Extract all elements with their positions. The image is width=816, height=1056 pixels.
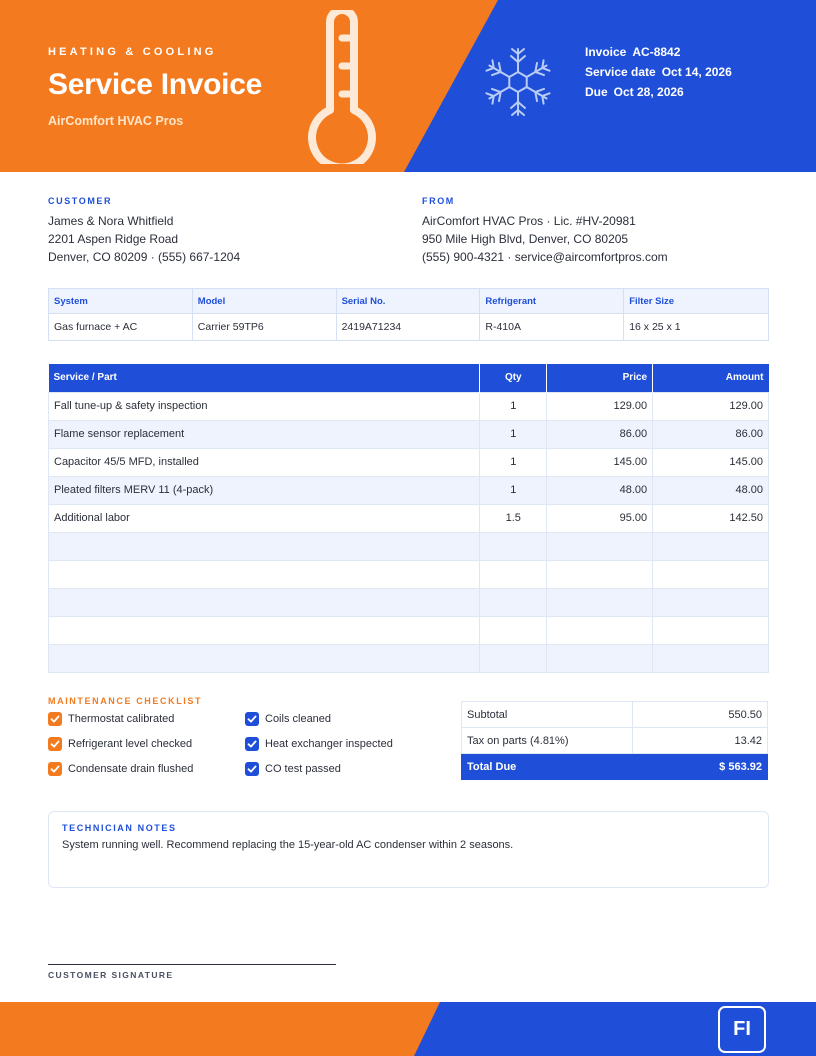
invoice-number: Invoice AC-8842 <box>585 45 681 59</box>
item-qty <box>480 532 547 560</box>
item-price <box>547 644 653 672</box>
table-row <box>49 392 769 420</box>
checklist-item-label: CO test passed <box>265 763 341 775</box>
refrigerant-header: Refrigerant <box>480 289 624 314</box>
filter-value: 16 x 25 x 1 <box>624 314 769 341</box>
item-description: Additional labor <box>49 504 480 532</box>
table-row <box>49 588 769 616</box>
subtotal-value: 550.50 <box>633 702 768 728</box>
item-amount: 86.00 <box>653 420 769 448</box>
model-value: Carrier 59TP6 <box>192 314 336 341</box>
item-price: 95.00 <box>547 504 653 532</box>
item-price: 48.00 <box>547 476 653 504</box>
item-price <box>547 560 653 588</box>
serial-value: 2419A71234 <box>336 314 480 341</box>
checkbox-checked-icon[interactable] <box>245 712 259 726</box>
item-price: 145.00 <box>547 448 653 476</box>
item-amount <box>653 588 769 616</box>
system-header-row <box>49 289 769 314</box>
header-eyebrow: HEATING & COOLING <box>48 46 217 58</box>
total-due-row <box>462 754 768 780</box>
item-qty <box>480 616 547 644</box>
line-items-table <box>48 364 769 673</box>
maintenance-checklist <box>48 696 438 792</box>
checkbox-checked-icon[interactable] <box>245 737 259 751</box>
snowflake-icon <box>481 45 555 119</box>
item-description: Fall tune-up & safety inspection <box>49 392 480 420</box>
table-row <box>49 616 769 644</box>
checklist-item[interactable] <box>245 762 341 776</box>
item-amount <box>653 560 769 588</box>
checkbox-checked-icon[interactable] <box>48 712 62 726</box>
notes-label: TECHNICIAN NOTES <box>62 823 177 833</box>
item-amount: 48.00 <box>653 476 769 504</box>
item-amount <box>653 532 769 560</box>
serial-header: Serial No. <box>336 289 480 314</box>
checklist-label: MAINTENANCE CHECKLIST <box>48 696 203 706</box>
tax-row <box>462 728 768 754</box>
footer-badge: FI <box>718 1006 766 1053</box>
footer-band <box>0 1002 816 1056</box>
system-value-row <box>49 314 769 341</box>
item-price <box>547 532 653 560</box>
table-row <box>49 448 769 476</box>
items-body <box>49 392 769 672</box>
item-amount <box>653 616 769 644</box>
checklist-item-label: Refrigerant level checked <box>68 738 193 750</box>
qty-header: Qty <box>480 364 547 392</box>
tax-label: Tax on parts (4.81%) <box>462 728 633 754</box>
item-qty <box>480 560 547 588</box>
item-description <box>49 644 480 672</box>
checklist-item-label: Coils cleaned <box>265 713 332 725</box>
checklist-item-label: Thermostat calibrated <box>68 713 175 725</box>
item-amount: 145.00 <box>653 448 769 476</box>
system-header: System <box>49 289 193 314</box>
table-row <box>49 532 769 560</box>
checklist-item-label: Heat exchanger inspected <box>265 738 393 750</box>
item-description: Pleated filters MERV 11 (4-pack) <box>49 476 480 504</box>
item-qty: 1 <box>480 392 547 420</box>
item-price <box>547 588 653 616</box>
filter-header: Filter Size <box>624 289 769 314</box>
checklist-item-label: Condensate drain flushed <box>68 763 194 775</box>
tax-value: 13.42 <box>633 728 768 754</box>
from-block <box>422 196 668 266</box>
company-name: AirComfort HVAC Pros <box>48 114 184 128</box>
item-price: 129.00 <box>547 392 653 420</box>
item-qty: 1 <box>480 420 547 448</box>
model-header: Model <box>192 289 336 314</box>
system-value: Gas furnace + AC <box>49 314 193 341</box>
item-description <box>49 616 480 644</box>
checklist-item[interactable] <box>245 712 331 726</box>
notes-text: System running well. Recommend replacing the 15-year-old AC condenser within 2 seasons. <box>62 839 514 851</box>
invoice-meta <box>585 42 732 102</box>
total-due-label: Total Due <box>462 754 633 780</box>
invoice-header <box>0 0 816 172</box>
item-amount: 129.00 <box>653 392 769 420</box>
checklist-item[interactable] <box>48 762 193 776</box>
item-qty <box>480 644 547 672</box>
refrigerant-value: R-410A <box>480 314 624 341</box>
due-date: Due Oct 28, 2026 <box>585 85 684 99</box>
page-title: Service Invoice <box>48 68 262 101</box>
item-qty: 1.5 <box>480 504 547 532</box>
checkbox-checked-icon[interactable] <box>245 762 259 776</box>
signature-label: CUSTOMER SIGNATURE <box>48 970 174 980</box>
checklist-item[interactable] <box>48 712 174 726</box>
item-qty: 1 <box>480 448 547 476</box>
signature-line[interactable] <box>48 964 336 965</box>
table-row <box>49 644 769 672</box>
customer-city-phone: Denver, CO 80209 · (555) 667-1204 <box>48 250 241 264</box>
item-qty: 1 <box>480 476 547 504</box>
item-description <box>49 560 480 588</box>
from-address: 950 Mile High Blvd, Denver, CO 80205 <box>422 232 629 246</box>
items-header-row <box>49 364 769 392</box>
customer-label: CUSTOMER <box>48 196 113 206</box>
from-company: AirComfort HVAC Pros · Lic. #HV-20981 <box>422 214 636 228</box>
item-description <box>49 532 480 560</box>
subtotal-row <box>462 702 768 728</box>
system-table <box>48 288 769 341</box>
item-description: Capacitor 45/5 MFD, installed <box>49 448 480 476</box>
table-row <box>49 560 769 588</box>
subtotal-label: Subtotal <box>462 702 633 728</box>
amount-header: Amount <box>653 364 769 392</box>
item-amount <box>653 644 769 672</box>
item-price <box>547 616 653 644</box>
checklist-item[interactable] <box>245 737 393 751</box>
service-date: Service date Oct 14, 2026 <box>585 65 732 79</box>
checkbox-checked-icon[interactable] <box>48 762 62 776</box>
from-label: FROM <box>422 196 455 206</box>
item-qty <box>480 588 547 616</box>
customer-street: 2201 Aspen Ridge Road <box>48 232 179 246</box>
table-row <box>49 504 769 532</box>
total-due-value: $ 563.92 <box>633 754 768 780</box>
table-row <box>49 420 769 448</box>
from-contact: (555) 900-4321 · service@aircomfortpros.com <box>422 250 668 264</box>
item-price: 86.00 <box>547 420 653 448</box>
totals-table <box>461 701 768 780</box>
service-part-header: Service / Part <box>49 364 480 392</box>
table-row <box>49 476 769 504</box>
price-header: Price <box>547 364 653 392</box>
technician-notes <box>48 811 769 888</box>
customer-name: James & Nora Whitfield <box>48 214 174 228</box>
item-description <box>49 588 480 616</box>
thermometer-icon <box>300 10 384 164</box>
item-description: Flame sensor replacement <box>49 420 480 448</box>
item-amount: 142.50 <box>653 504 769 532</box>
customer-block <box>48 196 240 266</box>
checkbox-checked-icon[interactable] <box>48 737 62 751</box>
checklist-item[interactable] <box>48 737 192 751</box>
checklist-grid <box>48 712 438 792</box>
